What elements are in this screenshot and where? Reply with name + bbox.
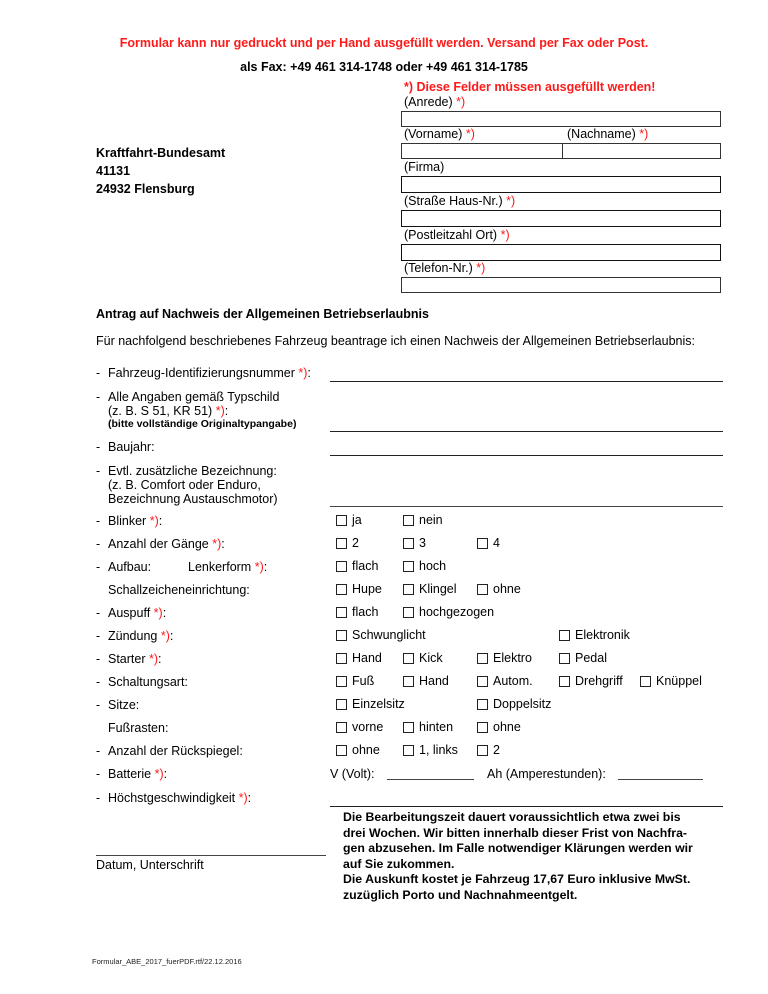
gaenge-label: Anzahl der Gänge *): (108, 537, 225, 551)
section-intro: Für nachfolgend beschriebenes Fahrzeug beantrage ich einen Nachweis der Allgemeinen Betriebserlaubnis: (96, 334, 695, 348)
vorname-field[interactable] (401, 143, 563, 159)
telefon-label: (Telefon-Nr.) *) (404, 261, 486, 275)
checkbox-icon (336, 515, 347, 526)
schaltung-knueppel-checkbox[interactable]: Knüppel (640, 674, 702, 688)
vorname-label: (Vorname) *) (404, 127, 475, 141)
firma-field[interactable] (401, 176, 721, 193)
spiegel-ohne-checkbox[interactable]: ohne (336, 743, 380, 757)
anrede-label: (Anrede) *) (404, 95, 466, 109)
bullet-dash: - (96, 698, 101, 712)
strasse-label: (Straße Haus-Nr.) *) (404, 194, 516, 208)
bullet-dash: - (96, 767, 101, 781)
bullet-dash: - (96, 675, 101, 689)
gaenge-4-checkbox[interactable]: 4 (477, 536, 500, 550)
sitze-doppelsitz-checkbox[interactable]: Doppelsitz (477, 697, 551, 711)
section-title: Antrag auf Nachweis der Allgemeinen Betriebserlaubnis (96, 307, 429, 321)
typschild-label-2: (z. B. S 51, KR 51) *): (108, 404, 229, 418)
fussrasten-ohne-checkbox[interactable]: ohne (477, 720, 521, 734)
checkbox-icon (403, 538, 414, 549)
baujahr-label: Baujahr: (108, 440, 155, 454)
baujahr-input-line[interactable] (330, 455, 723, 456)
checkbox-icon (336, 561, 347, 572)
schaltung-fuss-checkbox[interactable]: Fuß (336, 674, 374, 688)
checkbox-icon (640, 676, 651, 687)
zuendung-elektronik-checkbox[interactable]: Elektronik (559, 628, 630, 642)
recipient-name: Kraftfahrt-Bundesamt (96, 146, 226, 160)
fussrasten-vorne-checkbox[interactable]: vorne (336, 720, 383, 734)
sitze-einzelsitz-checkbox[interactable]: Einzelsitz (336, 697, 405, 711)
spiegel-2-checkbox[interactable]: 2 (477, 743, 500, 757)
lenker-flach-checkbox[interactable]: flach (336, 559, 378, 573)
checkbox-icon (559, 630, 570, 641)
checkbox-icon (403, 561, 414, 572)
signature-label: Datum, Unterschrift (96, 858, 204, 872)
vmax-label: Höchstgeschwindigkeit *): (108, 791, 252, 805)
spiegel-1-links-checkbox[interactable]: 1, links (403, 743, 458, 757)
firma-label: (Firma) (404, 160, 445, 174)
bezeichnung-label-2: (z. B. Comfort oder Enduro, (108, 478, 261, 492)
volt-label: V (Volt): (330, 767, 375, 781)
volt-input-line[interactable] (387, 779, 474, 780)
anrede-field[interactable] (401, 111, 721, 127)
starter-kick-checkbox[interactable]: Kick (403, 651, 443, 665)
checkbox-icon (477, 653, 488, 664)
auspuff-label: Auspuff *): (108, 606, 167, 620)
checkbox-icon (477, 538, 488, 549)
blinker-ja-checkbox[interactable]: ja (336, 513, 362, 527)
gaenge-2-checkbox[interactable]: 2 (336, 536, 359, 550)
starter-elektro-checkbox[interactable]: Elektro (477, 651, 532, 665)
nachname-label: (Nachname) *) (567, 127, 649, 141)
lenker-hoch-checkbox[interactable]: hoch (403, 559, 446, 573)
starter-label: Starter *): (108, 652, 162, 666)
auspuff-flach-checkbox[interactable]: flach (336, 605, 378, 619)
zuendung-label: Zündung *): (108, 629, 174, 643)
checkbox-icon (403, 515, 414, 526)
aufbau-label: Aufbau: (108, 560, 152, 574)
print-only-warning: Formular kann nur gedruckt und per Hand ausgefüllt werden. Versand per Fax oder Post. (119, 36, 649, 50)
schall-label: Schallzeicheneinrichtung: (108, 583, 250, 597)
bullet-dash: - (96, 652, 101, 666)
schaltung-autom-checkbox[interactable]: Autom. (477, 674, 533, 688)
typschild-input-line[interactable] (330, 431, 723, 432)
typschild-label-1: Alle Angaben gemäß Typschild (108, 390, 280, 404)
checkbox-icon (336, 745, 347, 756)
checkbox-icon (403, 584, 414, 595)
bullet-dash: - (96, 629, 101, 643)
bullet-dash: - (96, 514, 101, 528)
footer-filename: Formular_ABE_2017_fuerPDF.rtf/22.12.2016 (92, 957, 242, 966)
fin-label: Fahrzeug-Identifizierungsnummer *): (108, 366, 311, 380)
ah-label: Ah (Amperestunden): (487, 767, 606, 781)
schall-ohne-checkbox[interactable]: ohne (477, 582, 521, 596)
fussrasten-label: Fußrasten: (108, 721, 169, 735)
checkbox-icon (403, 676, 414, 687)
checkbox-icon (336, 584, 347, 595)
checkbox-icon (403, 745, 414, 756)
nachname-field[interactable] (562, 143, 721, 159)
bullet-dash: - (96, 464, 101, 478)
fin-input-line[interactable] (330, 381, 723, 382)
checkbox-icon (336, 676, 347, 687)
schaltung-hand-checkbox[interactable]: Hand (403, 674, 449, 688)
auspuff-hochgezogen-checkbox[interactable]: hochgezogen (403, 605, 494, 619)
checkbox-icon (477, 699, 488, 710)
schall-hupe-checkbox[interactable]: Hupe (336, 582, 382, 596)
plz-ort-label: (Postleitzahl Ort) *) (404, 228, 510, 242)
vmax-input-line[interactable] (330, 806, 723, 807)
strasse-field[interactable] (401, 210, 721, 227)
bullet-dash: - (96, 791, 101, 805)
checkbox-icon (477, 745, 488, 756)
gaenge-3-checkbox[interactable]: 3 (403, 536, 426, 550)
starter-pedal-checkbox[interactable]: Pedal (559, 651, 607, 665)
zuendung-schwunglicht-checkbox[interactable]: Schwunglicht (336, 628, 426, 642)
checkbox-icon (477, 722, 488, 733)
sitze-label: Sitze: (108, 698, 140, 712)
signature-line[interactable] (96, 855, 326, 856)
batterie-label: Batterie *): (108, 767, 168, 781)
checkbox-icon (403, 607, 414, 618)
typschild-hint: (bitte vollständige Originaltypangabe) (108, 418, 297, 430)
bullet-dash: - (96, 537, 101, 551)
fussrasten-hinten-checkbox[interactable]: hinten (403, 720, 453, 734)
fax-numbers: als Fax: +49 461 314-1748 oder +49 461 314-1785 (240, 60, 528, 74)
processing-notice: Die Bearbeitungszeit dauert voraussichtlich etwa zwei bis drei Wochen. Wir bitten innerhalb dieser Frist von Nachfra- gen abzusehen. Im Falle notwendiger Klärungen werden wir auf Sie zukommen. Die Auskunft kostet je Fahrzeug 17,67 Euro inklusive MwSt. zuzüglich Porto und Nachnahmeentgelt. (343, 810, 693, 902)
bullet-dash: - (96, 606, 101, 620)
bezeichnung-label-3: Bezeichnung Austauschmotor) (108, 492, 278, 506)
telefon-field[interactable] (401, 277, 721, 293)
bullet-dash: - (96, 744, 101, 758)
checkbox-icon (336, 699, 347, 710)
bullet-dash: - (96, 390, 101, 404)
checkbox-icon (336, 607, 347, 618)
spiegel-label: Anzahl der Rückspiegel: (108, 744, 243, 758)
bullet-dash: - (96, 440, 101, 454)
bullet-dash: - (96, 366, 101, 380)
lenkerform-label: Lenkerform *): (188, 560, 268, 574)
bezeichnung-input-line[interactable] (330, 506, 723, 507)
starter-hand-checkbox[interactable]: Hand (336, 651, 382, 665)
checkbox-icon (403, 653, 414, 664)
checkbox-icon (477, 676, 488, 687)
checkbox-icon (336, 722, 347, 733)
checkbox-icon (336, 630, 347, 641)
blinker-nein-checkbox[interactable]: nein (403, 513, 443, 527)
checkbox-icon (559, 676, 570, 687)
recipient-city: 24932 Flensburg (96, 182, 195, 196)
checkbox-icon (336, 653, 347, 664)
blinker-label: Blinker *): (108, 514, 163, 528)
bullet-dash: - (96, 560, 101, 574)
ah-input-line[interactable] (618, 779, 703, 780)
plz-ort-field[interactable] (401, 244, 721, 261)
schall-klingel-checkbox[interactable]: Klingel (403, 582, 457, 596)
required-fields-note: *) Diese Felder müssen ausgefüllt werden! (404, 80, 656, 94)
checkbox-icon (477, 584, 488, 595)
checkbox-icon (559, 653, 570, 664)
checkbox-icon (336, 538, 347, 549)
schaltung-label: Schaltungsart: (108, 675, 188, 689)
recipient-postbox: 41131 (96, 164, 131, 178)
checkbox-icon (403, 722, 414, 733)
schaltung-drehgriff-checkbox[interactable]: Drehgriff (559, 674, 623, 688)
bezeichnung-label-1: Evtl. zusätzliche Bezeichnung: (108, 464, 277, 478)
